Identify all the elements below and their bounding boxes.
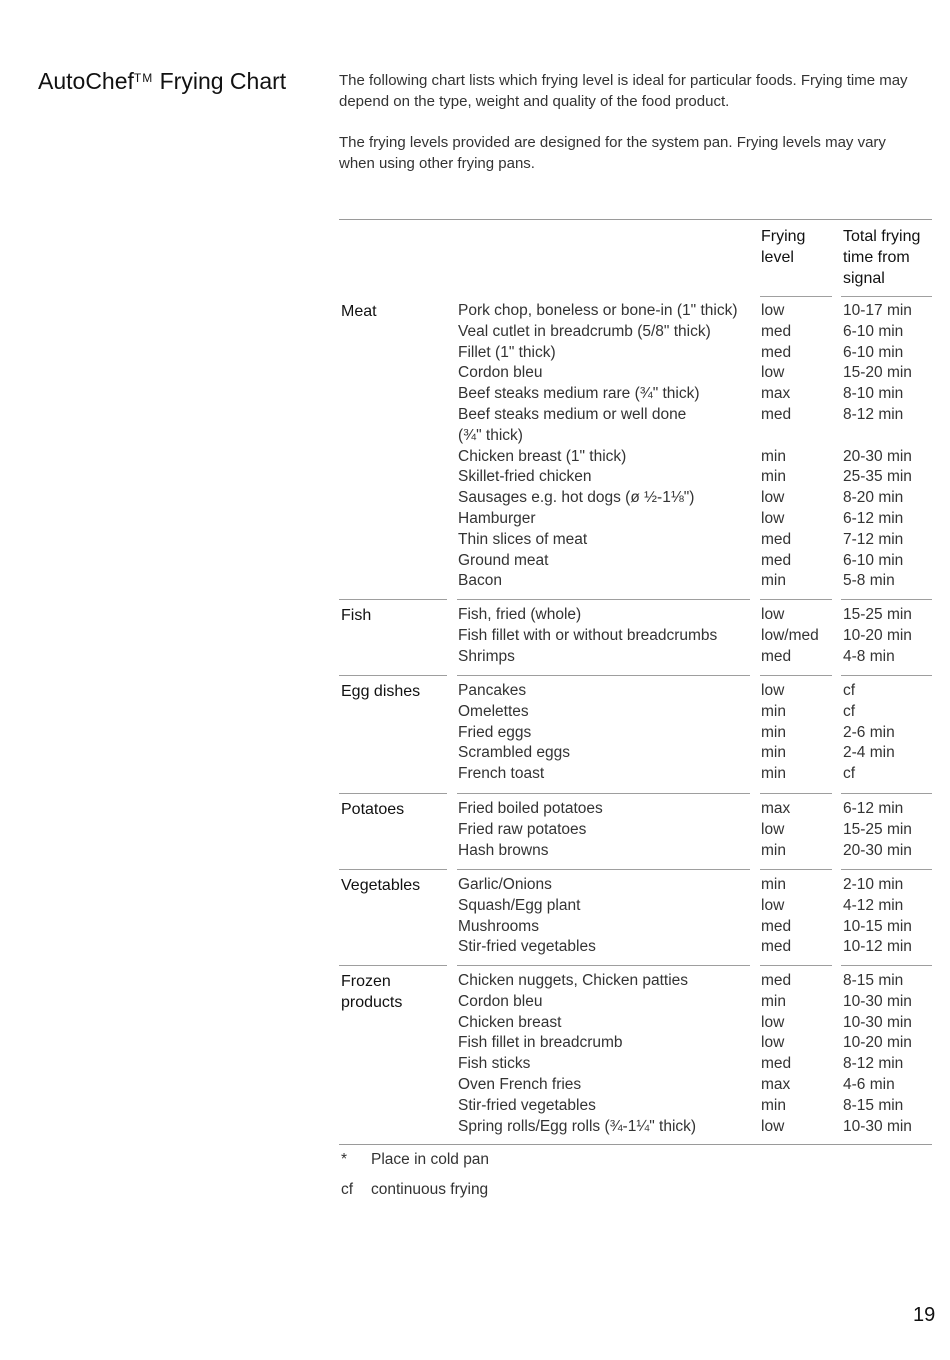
time-cell: 4-8 min (843, 647, 895, 665)
section-rule (841, 675, 932, 676)
food-cell: Beef steaks medium rare (¾" thick) (458, 385, 700, 403)
level-cell: low (761, 820, 785, 838)
level-cell: low (761, 509, 785, 527)
level-column (761, 681, 836, 785)
level-column (761, 605, 836, 667)
section-rule (339, 793, 447, 794)
footnote-cold-pan (341, 1150, 489, 1170)
level-cell: med (761, 405, 792, 423)
food-cell: Hamburger (458, 509, 536, 527)
title-main: AutoChef (38, 68, 134, 94)
time-cell: 5-8 min (843, 572, 895, 590)
title-rest: Frying Chart (153, 68, 287, 94)
time-cell: 6-10 min (843, 551, 904, 569)
table-section-vegetables (339, 875, 932, 958)
intro-paragraph-2: The frying levels provided are designed for the system pan. Frying levels may vary when using other frying pans. (339, 134, 886, 172)
food-cell: Stir-fried vegetables (458, 938, 596, 956)
table-bottom-rule (339, 1144, 932, 1145)
time-column (843, 971, 932, 1137)
section-rule (339, 675, 447, 676)
header-total-frying-time: Total frying time from signal (843, 228, 921, 287)
level-cell: low (761, 364, 785, 382)
food-cell: Fish sticks (458, 1055, 531, 1073)
food-cell: Chicken breast (1" thick) (458, 447, 627, 465)
time-cell: 10-30 min (843, 992, 912, 1010)
food-cell: (¾" thick) (458, 426, 523, 444)
time-cell: 7-12 min (843, 530, 904, 548)
level-cell: min (761, 992, 786, 1010)
level-cell: max (761, 385, 791, 403)
food-cell: Scrambled eggs (458, 744, 571, 762)
time-cell: 15-20 min (843, 364, 912, 382)
food-column (458, 301, 753, 592)
food-cell: Thin slices of meat (458, 530, 588, 548)
time-cell: 8-12 min (843, 1055, 904, 1073)
food-column (458, 799, 753, 861)
level-cell: min (761, 744, 786, 762)
header-rule-level (760, 296, 832, 297)
level-cell: med (761, 551, 792, 569)
food-cell: Omelettes (458, 702, 529, 720)
level-column (761, 971, 836, 1137)
food-cell: Fish fillet with or without breadcrumbs (458, 626, 718, 644)
section-rule (760, 599, 832, 600)
food-column (458, 681, 753, 785)
food-cell: Beef steaks medium or well done (458, 405, 687, 423)
level-cell: low (761, 896, 785, 914)
category-label: Egg dishes (341, 683, 421, 700)
level-cell: low (761, 606, 785, 623)
section-rule (841, 793, 932, 794)
section-rule (841, 869, 932, 870)
level-cell: med (761, 322, 792, 340)
food-cell: Spring rolls/Egg rolls (¾-1¼" thick) (458, 1117, 697, 1135)
footnote-text: continuous frying (371, 1181, 489, 1198)
level-column (761, 875, 836, 958)
time-cell: cf (843, 765, 856, 783)
trademark-mark: TM (133, 71, 154, 85)
level-cell: min (761, 702, 786, 720)
level-cell: med (761, 647, 792, 665)
food-cell: Fried raw potatoes (458, 820, 587, 838)
level-cell: med (761, 530, 792, 548)
time-cell: 20-30 min (843, 841, 912, 859)
time-cell: 4-12 min (843, 896, 904, 914)
section-rule (457, 793, 750, 794)
time-cell: 8-10 min (843, 385, 904, 403)
time-cell: 4-6 min (843, 1075, 895, 1093)
time-cell: 6-12 min (843, 509, 904, 527)
section-rule (339, 965, 447, 966)
time-cell: 15-25 min (843, 606, 912, 623)
level-cell: low/med (761, 626, 819, 644)
level-cell: min (761, 1096, 786, 1114)
food-cell: Cordon bleu (458, 992, 543, 1010)
table-top-rule (339, 219, 932, 220)
level-cell: med (761, 917, 792, 935)
food-cell: Fish fillet in breadcrumb (458, 1034, 623, 1052)
food-column (458, 875, 753, 958)
category-label: Frozen products (341, 973, 403, 1011)
food-cell: Chicken nuggets, Chicken patties (458, 972, 689, 989)
category-label: Potatoes (341, 801, 405, 818)
food-cell: Garlic/Onions (458, 876, 552, 893)
food-cell: Oven French fries (458, 1075, 582, 1093)
food-cell: Chicken breast (458, 1013, 562, 1031)
time-cell: 15-25 min (843, 820, 912, 838)
level-cell: low (761, 682, 785, 699)
time-cell: 20-30 min (843, 447, 912, 465)
time-cell: 25-35 min (843, 468, 912, 486)
footnote-continuous-frying (341, 1180, 488, 1200)
time-column (843, 875, 932, 958)
level-cell: med (761, 1055, 792, 1073)
page-number: 19 (913, 1304, 936, 1326)
food-column (458, 971, 753, 1137)
food-cell: Veal cutlet in breadcrumb (5/8" thick) (458, 322, 711, 340)
time-cell: 10-17 min (843, 302, 912, 319)
section-rule (760, 869, 832, 870)
food-cell: Fried boiled potatoes (458, 800, 603, 817)
food-cell: Fish, fried (whole) (458, 606, 582, 623)
food-cell: Skillet-fried chicken (458, 468, 592, 486)
level-cell: med (761, 343, 792, 361)
time-cell: 2-6 min (843, 723, 895, 741)
level-column (761, 799, 836, 861)
footnote-text: Place in cold pan (371, 1151, 490, 1168)
section-rule (760, 675, 832, 676)
food-column (458, 605, 753, 667)
table-section-potatoes (339, 799, 932, 861)
time-cell: 10-12 min (843, 938, 912, 956)
time-cell: 10-30 min (843, 1117, 912, 1135)
level-cell: min (761, 841, 786, 859)
time-cell: 8-20 min (843, 489, 904, 507)
food-cell: Mushrooms (458, 917, 539, 935)
food-cell: Pork chop, boneless or bone-in (1" thick) (458, 302, 738, 319)
food-cell: Squash/Egg plant (458, 896, 581, 914)
section-rule (457, 675, 750, 676)
section-rule (339, 869, 447, 870)
time-cell: 10-15 min (843, 917, 912, 935)
time-cell: 6-10 min (843, 343, 904, 361)
time-column (843, 301, 932, 592)
intro-paragraph-1: The following chart lists which frying level is ideal for particular foods. Frying time may depend on the type, weight and quality of the food product. (339, 72, 908, 110)
category-label: Vegetables (341, 877, 421, 894)
table-section-frozen-products (339, 971, 932, 1137)
table-section-egg-dishes (339, 681, 932, 785)
level-cell: min (761, 572, 786, 590)
time-cell: 8-15 min (843, 1096, 904, 1114)
level-cell: med (761, 972, 792, 989)
time-cell: 10-30 min (843, 1013, 912, 1031)
time-cell: 6-10 min (843, 322, 904, 340)
food-cell: Fillet (1" thick) (458, 343, 556, 361)
level-cell: low (761, 1117, 785, 1135)
level-cell: min (761, 765, 786, 783)
table-section-fish (339, 605, 932, 667)
time-cell: cf (843, 682, 856, 699)
time-cell: 10-20 min (843, 626, 912, 644)
footnote-mark: cf (341, 1181, 354, 1198)
level-cell: low (761, 489, 785, 507)
food-cell: French toast (458, 765, 545, 783)
food-cell: Sausages e.g. hot dogs (ø ½-1⅛") (458, 489, 695, 507)
food-cell: Pancakes (458, 682, 527, 699)
level-cell: low (761, 1013, 785, 1031)
level-cell: max (761, 1075, 791, 1093)
level-cell: max (761, 800, 791, 817)
level-cell: min (761, 468, 786, 486)
table-section-meat (339, 301, 932, 592)
page-title (38, 68, 286, 95)
level-cell: med (761, 938, 792, 956)
level-cell: min (761, 876, 786, 893)
section-rule (457, 599, 750, 600)
level-cell: min (761, 447, 786, 465)
level-cell: low (761, 1034, 785, 1052)
time-cell: 6-12 min (843, 800, 904, 817)
time-column (843, 605, 932, 667)
time-cell (843, 426, 932, 447)
time-cell: 10-20 min (843, 1034, 912, 1052)
food-cell: Bacon (458, 572, 502, 590)
header-rule-time (841, 296, 932, 297)
footnote-mark: * (341, 1151, 348, 1168)
food-cell: Fried eggs (458, 723, 532, 741)
section-rule (457, 965, 750, 966)
category-label: Fish (341, 607, 372, 624)
header-frying-level: Frying level (761, 228, 806, 266)
section-rule (457, 869, 750, 870)
section-rule (339, 599, 447, 600)
food-cell: Cordon bleu (458, 364, 543, 382)
time-cell: 8-15 min (843, 972, 904, 989)
time-column (843, 681, 932, 785)
section-rule (760, 965, 832, 966)
level-column (761, 301, 836, 592)
section-rule (841, 965, 932, 966)
time-cell: cf (843, 702, 856, 720)
time-cell: 2-4 min (843, 744, 895, 762)
level-cell: min (761, 723, 786, 741)
time-cell: 2-10 min (843, 876, 904, 893)
level-cell: low (761, 302, 785, 319)
food-cell: Ground meat (458, 551, 549, 569)
food-cell: Hash browns (458, 841, 549, 859)
section-rule (760, 793, 832, 794)
time-column (843, 799, 932, 861)
section-rule (841, 599, 932, 600)
food-cell: Stir-fried vegetables (458, 1096, 596, 1114)
food-cell: Shrimps (458, 647, 515, 665)
category-label: Meat (341, 303, 377, 320)
level-cell (761, 426, 836, 447)
time-cell: 8-12 min (843, 405, 904, 423)
